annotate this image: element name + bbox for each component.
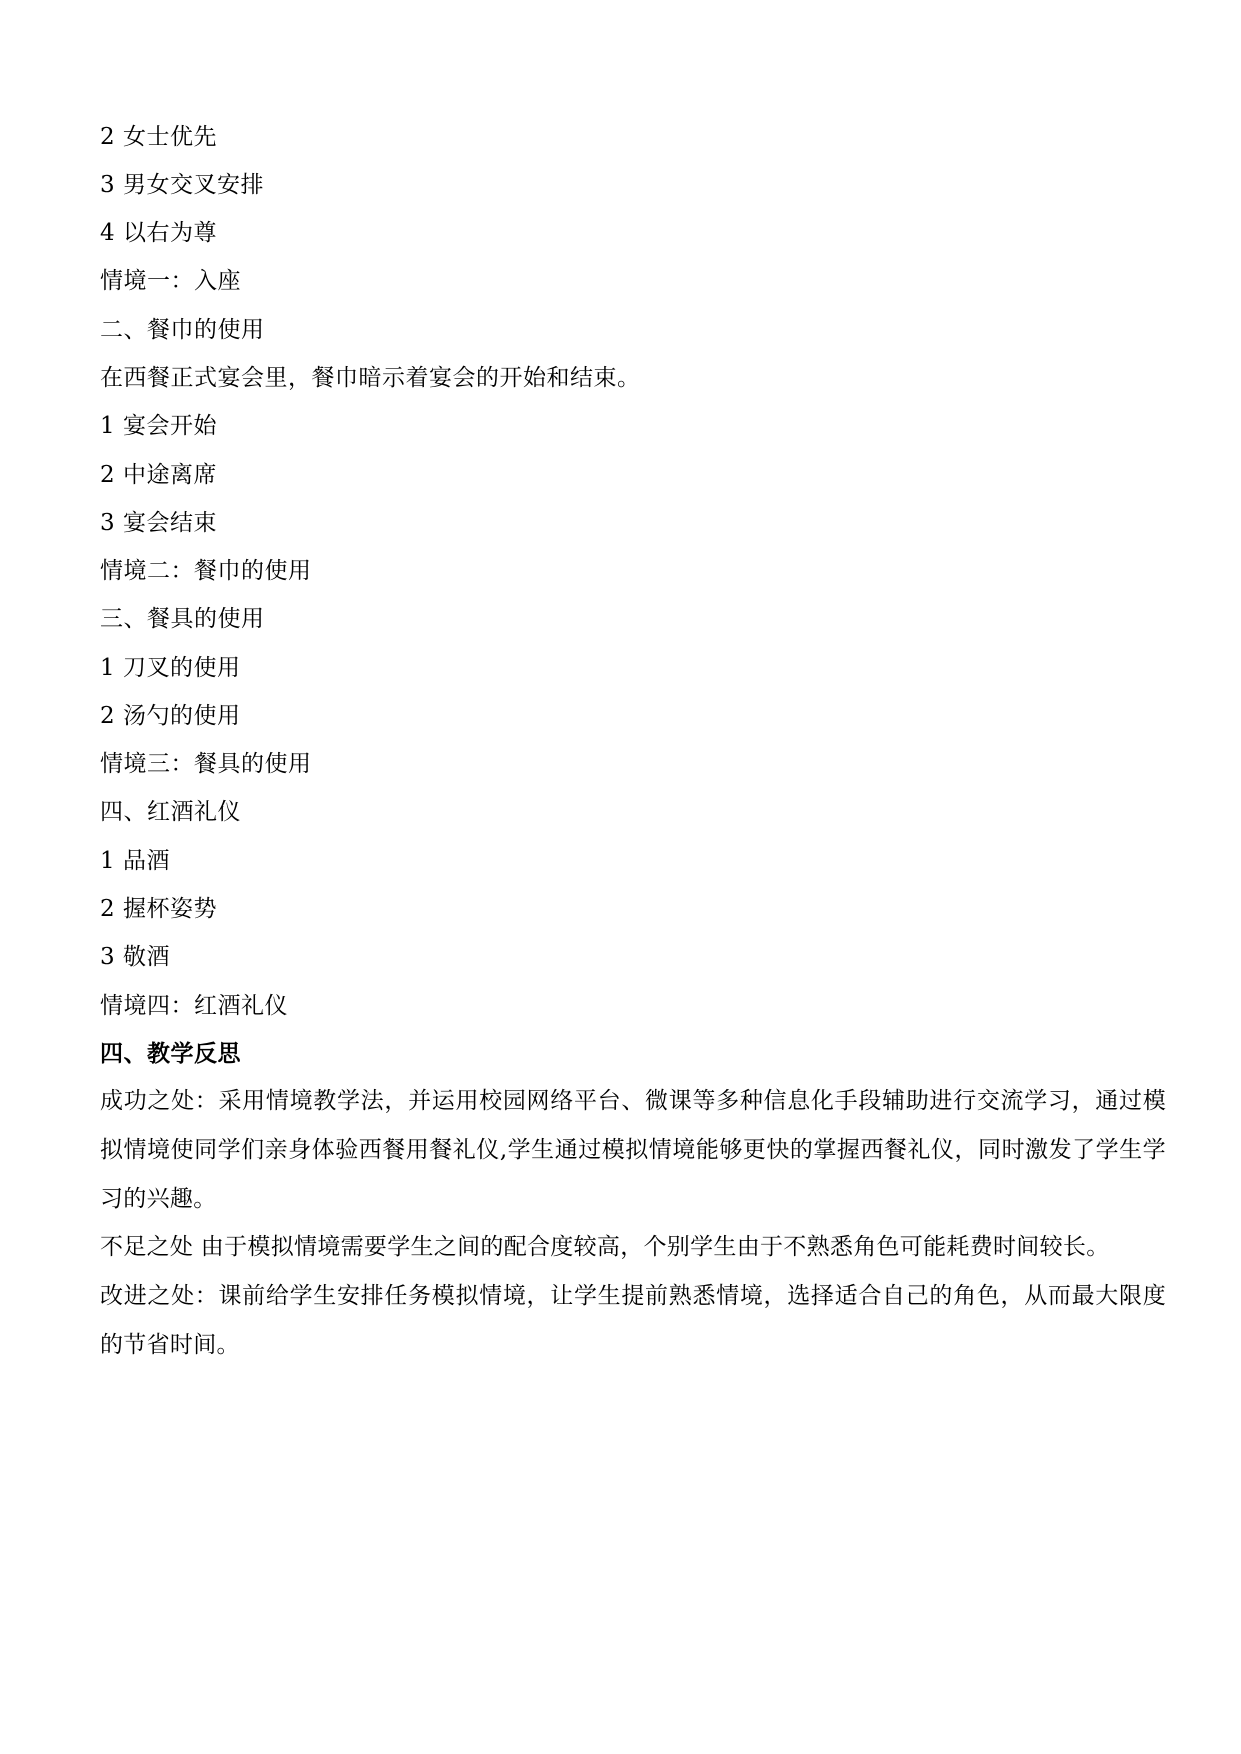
scenario-label: 情境一：入座	[100, 268, 241, 294]
reflection-shortcoming-paragraph: 不足之处 由于模拟情境需要学生之间的配合度较高，个别学生由于不熟悉角色可能耗费时间较长。	[100, 1234, 1110, 1260]
section-heading: 三、餐具的使用	[100, 606, 265, 632]
list-item: 3 敬酒	[100, 944, 170, 970]
reflection-improvement-paragraph: 改进之处：课前给学生安排任务模拟情境，让学生提前熟悉情境，选择适合自己的角色，从而最大限度的节省时间。	[100, 1283, 1166, 1358]
section-heading: 四、红酒礼仪	[100, 799, 241, 825]
list-item: 2 握杯姿势	[100, 896, 217, 922]
scenario-label: 情境四：红酒礼仪	[100, 993, 288, 1019]
list-item: 1 品酒	[100, 848, 170, 874]
reflection-success-paragraph: 成功之处：采用情境教学法，并运用校园网络平台、微课等多种信息化手段辅助进行交流学习，通过模拟情境使同学们亲身体验西餐用餐礼仪,学生通过模拟情境能够更快的掌握西餐礼仪，同时激发了学生学习的兴趣。	[100, 1088, 1166, 1212]
list-item: 3 宴会结束	[100, 510, 217, 536]
paragraph: 在西餐正式宴会里，餐巾暗示着宴会的开始和结束。	[100, 365, 641, 391]
scenario-label: 情境三：餐具的使用	[100, 751, 312, 777]
scenario-label: 情境二：餐巾的使用	[100, 558, 312, 584]
section-heading: 二、餐巾的使用	[100, 317, 265, 343]
list-item: 4 以右为尊	[100, 220, 217, 246]
list-item: 1 刀叉的使用	[100, 655, 241, 681]
list-item: 3 男女交叉安排	[100, 172, 264, 198]
list-item: 1 宴会开始	[100, 413, 217, 439]
reflection-heading: 四、教学反思	[100, 1040, 241, 1067]
list-item: 2 女士优先	[100, 124, 217, 150]
list-item: 2 汤勺的使用	[100, 703, 241, 729]
list-item: 2 中途离席	[100, 462, 217, 488]
